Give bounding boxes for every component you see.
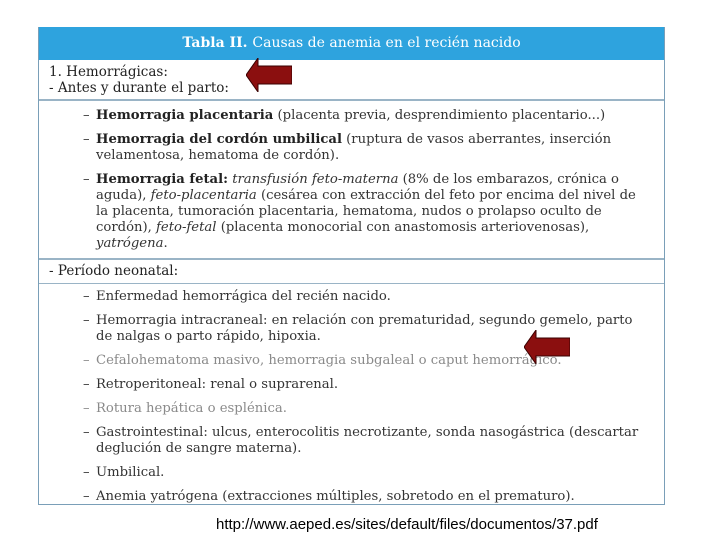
- item-text: transfusión feto-materna: [232, 172, 399, 187]
- item-text: Cefalohematoma masivo, hemorragia subgaleal o caput hemorrágico.: [96, 353, 562, 368]
- section-heading: 1. Hemorrágicas:: [49, 64, 168, 80]
- item-text: Gastrointestinal: ulcus, enterocolitis necrotizante, sonda nasogástrica (descartar deglución de sangre materna).: [96, 425, 639, 456]
- list-item: [39, 313, 664, 345]
- item-text: Hemorragia placentaria: [96, 108, 274, 123]
- table-title: [39, 27, 664, 60]
- item-text: Enfermedad hemorrágica del recién nacido.: [96, 289, 391, 304]
- item-text: yatrógena: [96, 236, 164, 251]
- source-link[interactable]: http://www.aeped.es/sites/default/files/documentos/37.pdf: [216, 516, 598, 533]
- item-text: Rotura hepática o esplénica.: [96, 401, 287, 416]
- list-item: [39, 108, 664, 124]
- section-neonatal: [39, 260, 664, 279]
- list-item: [39, 172, 664, 252]
- section-hemorrhagic: [39, 60, 664, 96]
- anemia-causes-table: [38, 27, 665, 505]
- list-item: [39, 377, 664, 393]
- dash-bullet: –: [83, 108, 90, 123]
- dash-bullet: –: [83, 132, 90, 147]
- list-item: [39, 425, 664, 457]
- item-text: (placenta previa, desprendimiento placentario...): [273, 108, 606, 123]
- item-text: feto-placentaria: [150, 188, 257, 203]
- dash-bullet: –: [83, 489, 90, 504]
- item-text: Hemorragia del cordón umbilical: [96, 132, 342, 147]
- dash-bullet: –: [83, 465, 90, 480]
- dash-bullet: –: [83, 289, 90, 304]
- dash-bullet: –: [83, 401, 90, 416]
- table-number: Tabla II.: [182, 35, 248, 51]
- list-item: [39, 401, 664, 417]
- section-heading: - Período neonatal:: [49, 263, 179, 279]
- list-item: [39, 489, 664, 505]
- neonatal-list: [39, 289, 664, 505]
- item-text: Umbilical.: [96, 465, 165, 480]
- list-item: [39, 353, 664, 369]
- dash-bullet: –: [83, 377, 90, 392]
- prenatal-list: [39, 108, 664, 252]
- table-caption: Causas de anemia en el recién nacido: [252, 35, 521, 51]
- item-text: Hemorragia intracraneal: en relación con prematuridad, segundo gemelo, parto de nalgas o parto rápido, hipoxia.: [96, 313, 633, 344]
- item-text: (ruptura de vasos aberrantes, inserción velamentosa, hematoma de cordón).: [96, 132, 612, 163]
- item-text: feto-fetal: [156, 220, 217, 235]
- left-arrow-icon: [246, 58, 292, 92]
- left-arrow-icon: [524, 330, 570, 364]
- list-item: [39, 132, 664, 164]
- item-text: Retroperitoneal: renal o suprarenal.: [96, 377, 339, 392]
- item-text: Anemia yatrógena (extracciones múltiples, sobretodo en el prematuro).: [96, 489, 575, 504]
- dash-bullet: –: [83, 313, 90, 328]
- item-text: Hemorragia fetal:: [96, 172, 228, 187]
- dash-bullet: –: [83, 353, 90, 368]
- item-text: (8% de los embarazos, crónica o aguda),: [96, 172, 619, 203]
- item-text: (placenta monocorial con anastomosis arteriovenosas),: [216, 220, 590, 235]
- list-item: [39, 289, 664, 305]
- dash-bullet: –: [83, 425, 90, 440]
- list-item: [39, 465, 664, 481]
- item-text: (cesárea con extracción del feto por encima del nivel de la placenta, tumoración placentaria, hematoma, nudos o prolapso oculto de cordón),: [96, 188, 636, 235]
- item-text: .: [163, 236, 168, 251]
- subsection-heading: - Antes y durante el parto:: [49, 80, 229, 96]
- dash-bullet: –: [83, 172, 90, 187]
